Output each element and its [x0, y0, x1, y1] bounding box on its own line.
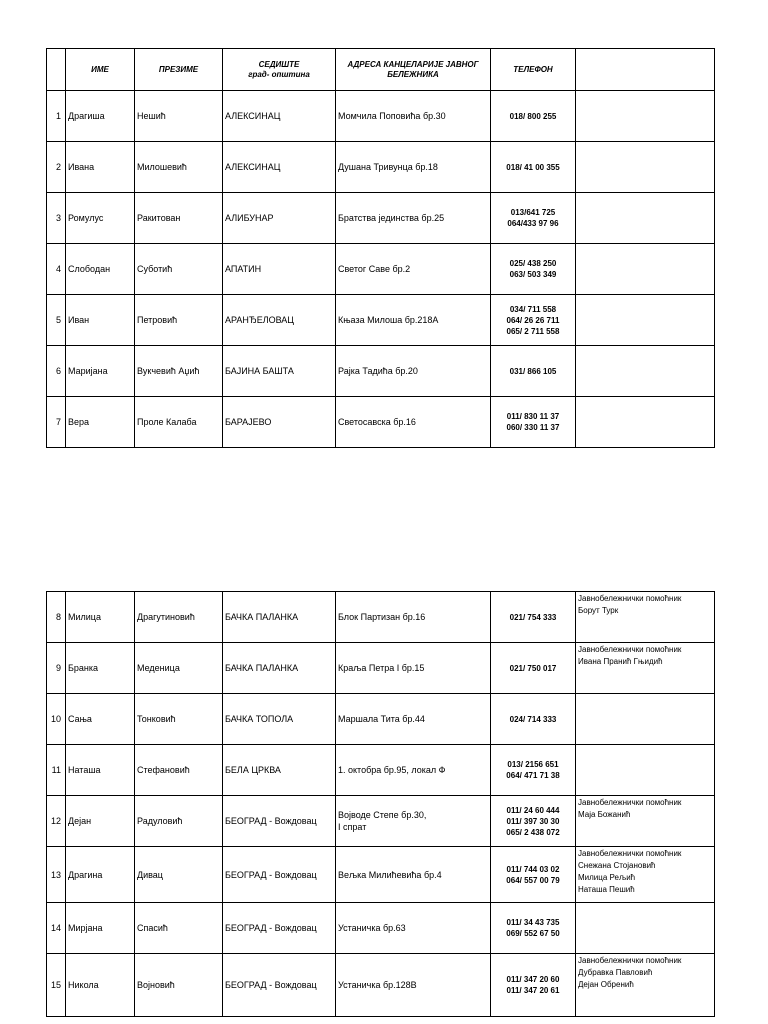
last-name-cell: Проле Калаба: [135, 397, 223, 448]
row-number-cell: 3: [47, 193, 66, 244]
phone-cell: 018/ 41 00 355: [491, 142, 576, 193]
address-cell: Војводе Степе бр.30, I спрат: [336, 796, 491, 847]
note-cell: [576, 745, 715, 796]
table-row: [47, 643, 715, 694]
address-cell: Вељка Милићевића бр.4: [336, 847, 491, 903]
table-row: [47, 346, 715, 397]
address-cell: Маршала Тита бр.44: [336, 694, 491, 745]
table-row: [47, 954, 715, 1017]
phone-cell: 013/ 2156 651 064/ 471 71 38: [491, 745, 576, 796]
last-name-cell: Спасић: [135, 903, 223, 954]
phone-cell: 021/ 750 017: [491, 643, 576, 694]
seat-cell: АПАТИН: [223, 244, 336, 295]
phone-cell: 011/ 24 60 444 011/ 397 30 30 065/ 2 438 072: [491, 796, 576, 847]
phone-cell: 031/ 866 105: [491, 346, 576, 397]
address-cell: Устаничка бр.63: [336, 903, 491, 954]
last-name-cell: Тонковић: [135, 694, 223, 745]
last-name-cell: Дивац: [135, 847, 223, 903]
last-name-cell: Петровић: [135, 295, 223, 346]
seat-cell: БЕЛА ЦРКВА: [223, 745, 336, 796]
header-address: АДРЕСА КАНЦЕЛАРИЈЕ ЈАВНОГ БЕЛЕЖНИКА: [336, 49, 491, 91]
address-cell: Братства јединства бр.25: [336, 193, 491, 244]
address-cell: Момчила Поповића бр.30: [336, 91, 491, 142]
table-1-body: [47, 91, 715, 448]
address-cell: Књаза Милоша бр.218А: [336, 295, 491, 346]
header-seat: СЕДИШТЕ град- општина: [223, 49, 336, 91]
row-number-cell: 13: [47, 847, 66, 903]
address-cell: Душана Тривунца бр.18: [336, 142, 491, 193]
row-number-cell: 15: [47, 954, 66, 1017]
note-cell: [576, 346, 715, 397]
first-name-cell: Вера: [66, 397, 135, 448]
row-number-cell: 4: [47, 244, 66, 295]
table-row: [47, 142, 715, 193]
notary-table-2: [46, 591, 715, 1017]
seat-cell: БЕОГРАД - Вождовац: [223, 847, 336, 903]
header-note: [576, 49, 715, 91]
note-cell: [576, 295, 715, 346]
note-cell: [576, 91, 715, 142]
note-cell: [576, 694, 715, 745]
row-number-cell: 10: [47, 694, 66, 745]
note-cell: [576, 193, 715, 244]
row-number-cell: 14: [47, 903, 66, 954]
first-name-cell: Бранка: [66, 643, 135, 694]
address-cell: Светог Саве бр.2: [336, 244, 491, 295]
table-row: [47, 295, 715, 346]
last-name-cell: Радуловић: [135, 796, 223, 847]
note-cell: [576, 903, 715, 954]
note-cell: Јавнобележнички помоћник Ивана Пранић Гњидић: [576, 643, 715, 694]
first-name-cell: Ромулус: [66, 193, 135, 244]
table-row: [47, 903, 715, 954]
header-first-name: ИМЕ: [66, 49, 135, 91]
note-cell: [576, 142, 715, 193]
seat-cell: БАЈИНА БАШТА: [223, 346, 336, 397]
row-number-cell: 8: [47, 592, 66, 643]
address-cell: Светосавска бр.16: [336, 397, 491, 448]
row-number-cell: 12: [47, 796, 66, 847]
first-name-cell: Маријана: [66, 346, 135, 397]
note-cell: Јавнобележнички помоћник Дубравка Павловић Дејан Обренић: [576, 954, 715, 1017]
table-row: [47, 796, 715, 847]
notary-table-1: [46, 48, 715, 448]
note-cell: Јавнобележнички помоћник Маја Божанић: [576, 796, 715, 847]
first-name-cell: Ивана: [66, 142, 135, 193]
row-number-cell: 2: [47, 142, 66, 193]
seat-cell: БЕОГРАД - Вождовац: [223, 796, 336, 847]
row-number-cell: 11: [47, 745, 66, 796]
seat-cell: БЕОГРАД - Вождовац: [223, 903, 336, 954]
header-last-name: ПРЕЗИМЕ: [135, 49, 223, 91]
last-name-cell: Стефановић: [135, 745, 223, 796]
table-row: [47, 694, 715, 745]
first-name-cell: Милица: [66, 592, 135, 643]
first-name-cell: Наташа: [66, 745, 135, 796]
table-row: [47, 91, 715, 142]
first-name-cell: Дејан: [66, 796, 135, 847]
phone-cell: 011/ 830 11 37 060/ 330 11 37: [491, 397, 576, 448]
address-cell: Блок Партизан бр.16: [336, 592, 491, 643]
address-cell: Устаничка бр.128В: [336, 954, 491, 1017]
first-name-cell: Драгина: [66, 847, 135, 903]
phone-cell: 011/ 744 03 02 064/ 557 00 79: [491, 847, 576, 903]
seat-cell: БЕОГРАД - Вождовац: [223, 954, 336, 1017]
row-number-cell: 7: [47, 397, 66, 448]
seat-cell: АЛИБУНАР: [223, 193, 336, 244]
header-num: [47, 49, 66, 91]
last-name-cell: Војновић: [135, 954, 223, 1017]
seat-cell: БАРАЈЕВО: [223, 397, 336, 448]
phone-cell: 034/ 711 558 064/ 26 26 711 065/ 2 711 558: [491, 295, 576, 346]
seat-cell: АЛЕКСИНАЦ: [223, 91, 336, 142]
phone-cell: 018/ 800 255: [491, 91, 576, 142]
last-name-cell: Суботић: [135, 244, 223, 295]
row-number-cell: 9: [47, 643, 66, 694]
address-cell: Краља Петра I бр.15: [336, 643, 491, 694]
note-cell: Јавнобележнички помоћник Борут Турк: [576, 592, 715, 643]
seat-cell: БАЧКА ПАЛАНКА: [223, 643, 336, 694]
seat-cell: АРАНЂЕЛОВАЦ: [223, 295, 336, 346]
first-name-cell: Сања: [66, 694, 135, 745]
address-cell: 1. октобра бр.95, локал Ф: [336, 745, 491, 796]
row-number-cell: 5: [47, 295, 66, 346]
table-row: [47, 592, 715, 643]
note-cell: [576, 397, 715, 448]
phone-cell: 013/641 725 064/433 97 96: [491, 193, 576, 244]
last-name-cell: Вукчевић Аџић: [135, 346, 223, 397]
header-row: [47, 49, 715, 91]
phone-cell: 011/ 347 20 60 011/ 347 20 61: [491, 954, 576, 1017]
last-name-cell: Меденица: [135, 643, 223, 694]
first-name-cell: Мирјана: [66, 903, 135, 954]
header-phone: ТЕЛЕФОН: [491, 49, 576, 91]
last-name-cell: Нешић: [135, 91, 223, 142]
seat-cell: БАЧКА ПАЛАНКА: [223, 592, 336, 643]
last-name-cell: Милошевић: [135, 142, 223, 193]
first-name-cell: Драгиша: [66, 91, 135, 142]
table-row: [47, 847, 715, 903]
seat-cell: АЛЕКСИНАЦ: [223, 142, 336, 193]
phone-cell: 011/ 34 43 735 069/ 552 67 50: [491, 903, 576, 954]
first-name-cell: Слободан: [66, 244, 135, 295]
first-name-cell: Иван: [66, 295, 135, 346]
phone-cell: 021/ 754 333: [491, 592, 576, 643]
table-row: [47, 244, 715, 295]
table-row: [47, 193, 715, 244]
last-name-cell: Драгутиновић: [135, 592, 223, 643]
row-number-cell: 1: [47, 91, 66, 142]
seat-cell: БАЧКА ТОПОЛА: [223, 694, 336, 745]
phone-cell: 024/ 714 333: [491, 694, 576, 745]
table-row: [47, 397, 715, 448]
address-cell: Рајка Тадића бр.20: [336, 346, 491, 397]
last-name-cell: Ракитован: [135, 193, 223, 244]
note-cell: Јавнобележнички помоћник Снежана Стојановић Милица Рељић Наташа Пешић: [576, 847, 715, 903]
table-2-body: [47, 592, 715, 1017]
phone-cell: 025/ 438 250 063/ 503 349: [491, 244, 576, 295]
row-number-cell: 6: [47, 346, 66, 397]
table-row: [47, 745, 715, 796]
note-cell: [576, 244, 715, 295]
first-name-cell: Никола: [66, 954, 135, 1017]
